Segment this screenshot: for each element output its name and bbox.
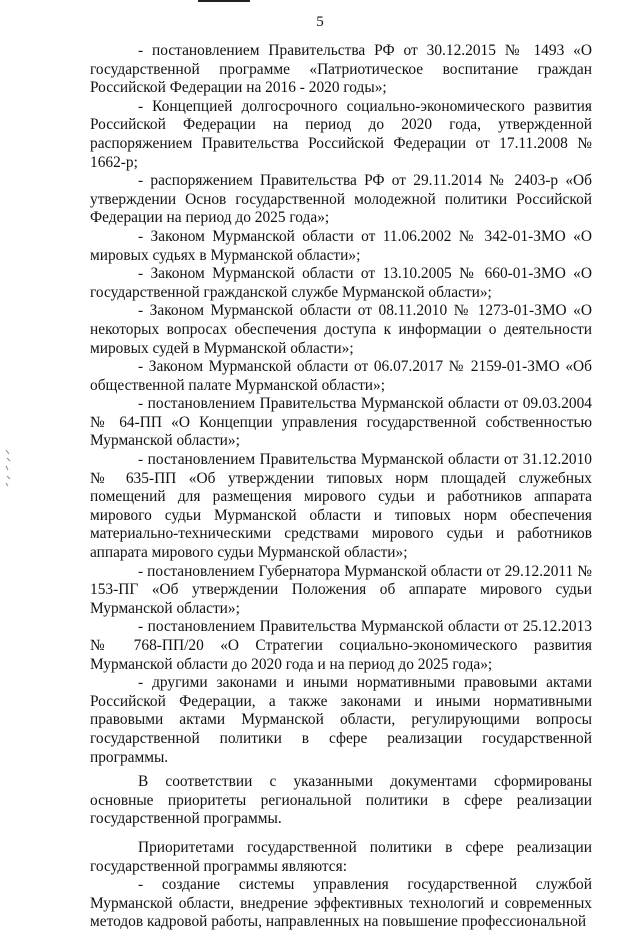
paragraph: - постановлением Правительства Мурманской области от 09.03.2004 № 64-ПП «О Концепции управления государственной собственностью Мурманской области»;	[90, 395, 592, 450]
top-rule	[198, 0, 250, 2]
page-number: 5	[316, 14, 324, 30]
paragraph: - постановлением Правительства Мурманской области от 25.12.2013 № 768-ПП/20 «О Стратегии социально-экономического развития Мурманской области до 2020 года и на период до 2025 года»;	[90, 618, 592, 673]
paragraph: - Законом Мурманской области от 08.11.2010 № 1273-01-ЗМО «О некоторых вопросах обеспечения доступа к информации о деятельности мировых судей в Мурманской области»;	[90, 302, 592, 357]
paragraph: - постановлением Правительства РФ от 30.12.2015 № 1493 «О государственной программе «Патриотическое воспитание граждан Российской Федерации на 2016 - 2020 годы»;	[90, 42, 592, 97]
paragraph: - распоряжением Правительства РФ от 29.11.2014 № 2403-р «Об утверждении Основ государственной молодежной политики Российской Федерации на период до 2025 года»;	[90, 172, 592, 227]
paragraph: - постановлением Губернатора Мурманской области от 29.12.2011 № 153-ПГ «Об утверждении Положения об аппарате мирового судьи Мурманской области»;	[90, 562, 592, 617]
paragraph: - Законом Мурманской области от 11.06.2002 № 342-01-ЗМО «О мировых судьях в Мурманской области»;	[90, 227, 592, 264]
paragraph: В соответствии с указанными документами сформированы основные приоритеты региональной политики в сфере реализации государственной программы.	[90, 773, 592, 828]
paragraph: - другими законами и иными нормативными правовыми актами Российской Федерации, а также законами и иными нормативными правовыми актами Мурманской области, регулирующими вопросы государственной политики в сфере реализации государственной программы.	[90, 674, 592, 766]
paragraph: - Законом Мурманской области от 06.07.2017 № 2159-01-ЗМО «Об общественной палате Мурманской области»;	[90, 358, 592, 394]
document-body	[90, 42, 592, 932]
paragraph: - Концепцией долгосрочного социально-экономического развития Российской Федерации на период до 2020 года, утвержденной распоряжением Правительства Российской Федерации от 17.11.2008 № 1662-р;	[90, 97, 592, 171]
paragraph: Приоритетами государственной политики в сфере реализации государственной программы являются:	[90, 838, 592, 875]
paragraph: - постановлением Правительства Мурманской области от 31.12.2010 № 635-ПП «Об утверждении типовых норм площадей служебных помещений для размещения мирового судьи и работников аппарата мирового судьи Мурманской области и типовых норм обеспечения материально-техническими средствами мирового судьи и работников аппарата мирового судьи Мурманской области»;	[90, 451, 592, 562]
margin-scribble	[4, 448, 12, 488]
paragraph: - создание системы управления государственной службой Мурманской области, внедрение эффективных технологий и современных методов кадровой работы, направленных на повышение профессиональной	[90, 876, 592, 931]
paragraph: - Законом Мурманской области от 13.10.2005 № 660-01-ЗМО «О государственной гражданской службе Мурманской области»;	[90, 265, 592, 301]
